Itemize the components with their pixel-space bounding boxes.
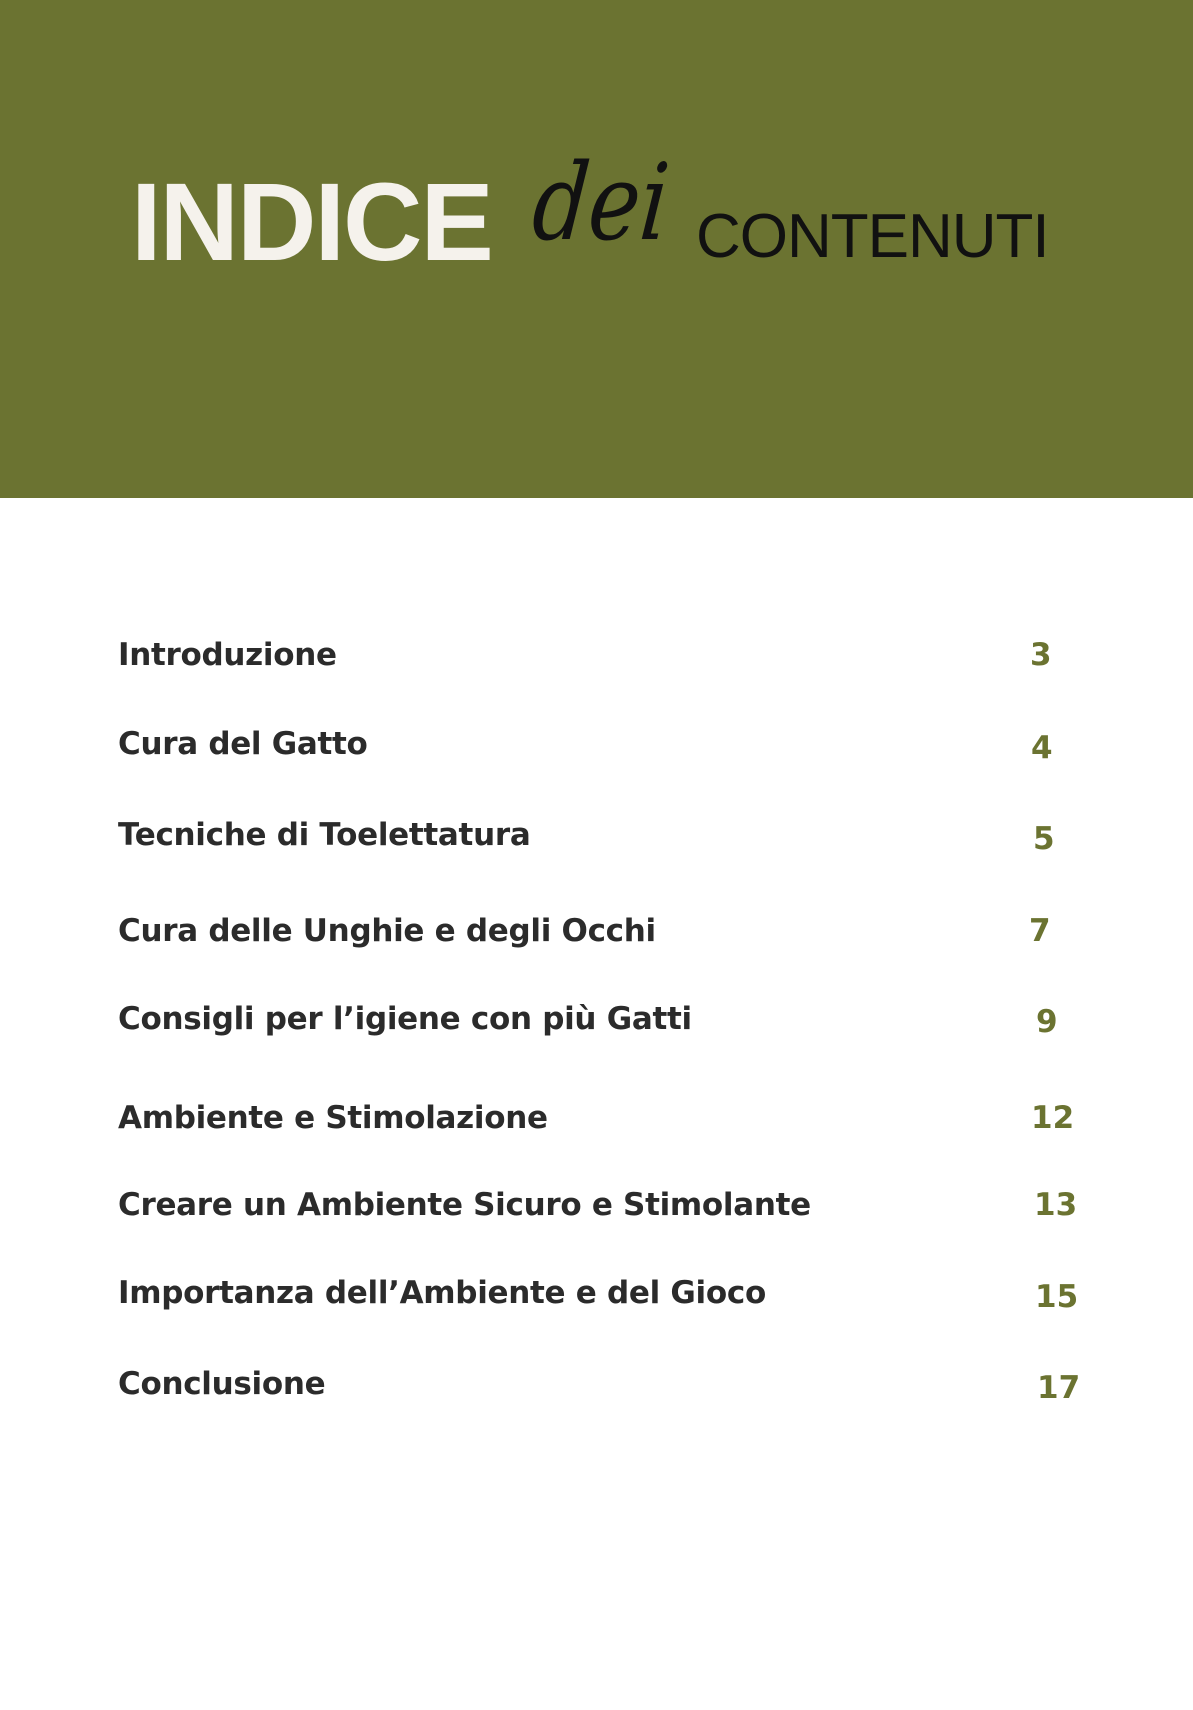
toc-item-page: 5 [1033,821,1055,857]
toc-item-page: 9 [1036,1004,1058,1040]
toc-item-tecniche-toelettatura[interactable] [118,810,1078,860]
title-script-dei: dei [528,141,674,264]
toc-item-label: Consigli per l’igiene con più Gatti [118,1001,692,1037]
toc-item-ambiente-stimolazione[interactable] [118,1093,1078,1143]
toc-item-conclusione[interactable] [118,1359,1081,1409]
toc-item-label: Introduzione [118,637,337,673]
toc-item-page: 3 [1030,637,1052,673]
toc-item-igiene-piu-gatti[interactable] [118,994,1078,1044]
toc-item-page: 4 [1031,730,1053,766]
toc-item-unghie-occhi[interactable] [118,906,1078,956]
toc-item-label: Tecniche di Toelettatura [118,817,531,853]
toc-item-label: Conclusione [118,1366,326,1402]
toc-item-introduzione[interactable] [118,630,1078,680]
toc-item-importanza-ambiente-gioco[interactable] [118,1268,1078,1318]
toc-item-page: 15 [1035,1279,1079,1315]
toc-item-page: 13 [1034,1187,1078,1223]
toc-item-label: Ambiente e Stimolazione [118,1100,548,1136]
toc-item-page: 12 [1031,1100,1075,1136]
title-contenuti: CONTENUTI [696,202,1049,271]
toc-item-label: Cura del Gatto [118,726,368,762]
toc-item-page: 17 [1037,1370,1081,1406]
toc-item-ambiente-sicuro[interactable] [118,1180,1078,1230]
toc-item-page: 7 [1029,913,1051,949]
toc-item-label: Importanza dell’Ambiente e del Gioco [118,1275,766,1311]
toc-item-label: Creare un Ambiente Sicuro e Stimolante [118,1187,811,1223]
toc-item-label: Cura delle Unghie e degli Occhi [118,913,656,949]
toc-item-cura-del-gatto[interactable] [118,719,1078,769]
title-indice: INDICE [131,161,492,284]
header-banner [0,0,1193,498]
